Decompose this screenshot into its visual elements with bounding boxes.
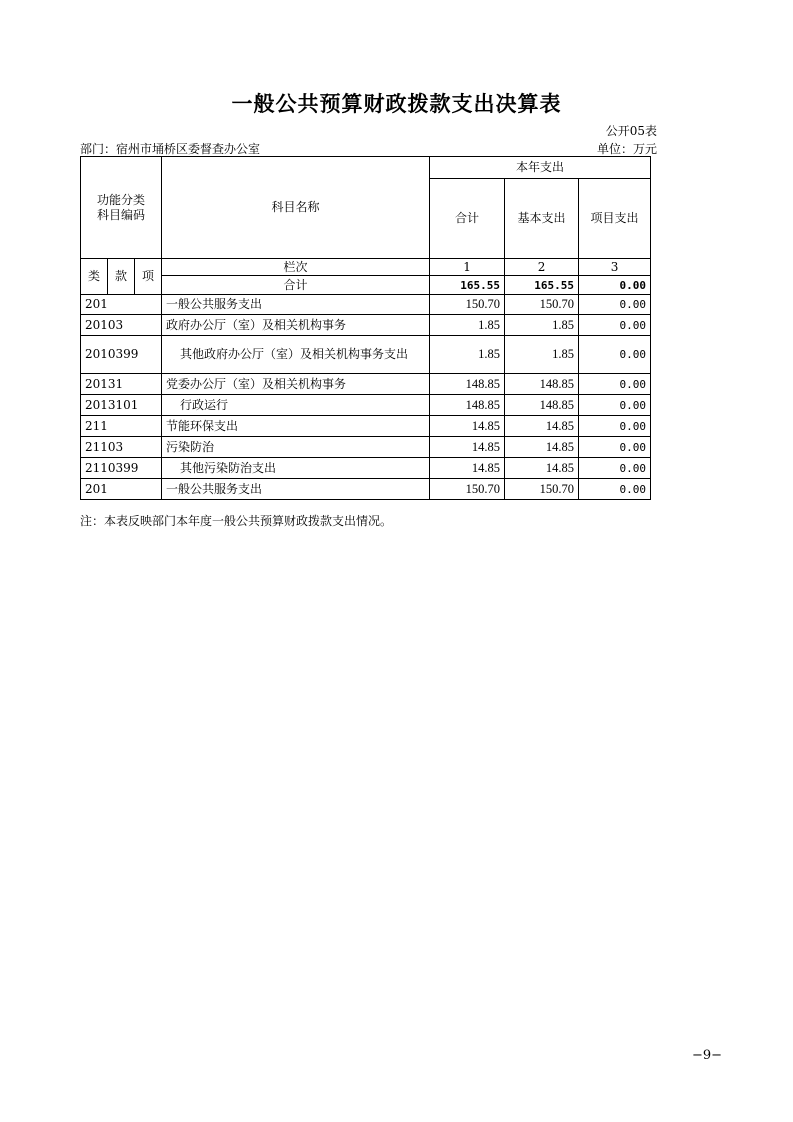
row-project: 0.00 xyxy=(579,416,651,437)
func-code-header: 功能分类科目编码 xyxy=(81,157,162,259)
row-total: 148.85 xyxy=(430,395,505,416)
row-project: 0.00 xyxy=(579,395,651,416)
row-name: 节能环保支出 xyxy=(162,416,430,437)
row-basic: 148.85 xyxy=(505,395,579,416)
row-basic: 150.70 xyxy=(505,295,579,315)
row-code: 21103 xyxy=(81,437,162,458)
row-total: 14.85 xyxy=(430,437,505,458)
row-code: 20103 xyxy=(81,315,162,336)
row-total: 1.85 xyxy=(430,336,505,374)
total-header: 合计 xyxy=(430,179,505,259)
row-total: 14.85 xyxy=(430,458,505,479)
row-code: 2010399 xyxy=(81,336,162,374)
total-row-basic: 165.55 xyxy=(505,276,579,295)
total-row-label: 合计 xyxy=(162,276,430,295)
row-basic: 14.85 xyxy=(505,437,579,458)
table-row xyxy=(81,458,651,479)
row-total: 150.70 xyxy=(430,479,505,500)
basic-header: 基本支出 xyxy=(505,179,579,259)
row-project: 0.00 xyxy=(579,374,651,395)
table-row xyxy=(81,374,651,395)
row-name: 一般公共服务支出 xyxy=(162,295,430,315)
subject-name-header: 科目名称 xyxy=(162,157,430,259)
kuan-header: 款 xyxy=(108,259,135,295)
row-total: 148.85 xyxy=(430,374,505,395)
row-total: 14.85 xyxy=(430,416,505,437)
row-basic: 1.85 xyxy=(505,315,579,336)
row-name: 一般公共服务支出 xyxy=(162,479,430,500)
unit-label: 单位：万元 xyxy=(596,142,657,156)
page-title: 一般公共预算财政拨款支出决算表 xyxy=(231,92,562,116)
col-2-label: 2 xyxy=(505,259,579,276)
row-basic: 14.85 xyxy=(505,416,579,437)
row-name: 其他政府办公厅（室）及相关机构事务支出 xyxy=(162,336,430,374)
table-row xyxy=(81,437,651,458)
row-basic: 1.85 xyxy=(505,336,579,374)
budget-table xyxy=(80,156,651,500)
table-row xyxy=(81,395,651,416)
table-row xyxy=(81,295,651,315)
row-project: 0.00 xyxy=(579,336,651,374)
row-total: 1.85 xyxy=(430,315,505,336)
total-row-project: 0.00 xyxy=(579,276,651,295)
row-project: 0.00 xyxy=(579,315,651,336)
row-name: 行政运行 xyxy=(162,395,430,416)
row-total: 150.70 xyxy=(430,295,505,315)
department-label: 部门：宿州市埇桥区委督查办公室 xyxy=(80,142,261,156)
project-header: 项目支出 xyxy=(579,179,651,259)
row-name: 其他污染防治支出 xyxy=(162,458,430,479)
row-project: 0.00 xyxy=(579,295,651,315)
row-name: 政府办公厅（室）及相关机构事务 xyxy=(162,315,430,336)
table-code: 公开05表 xyxy=(605,124,657,138)
total-row-total: 165.55 xyxy=(430,276,505,295)
col-1-label: 1 xyxy=(430,259,505,276)
row-project: 0.00 xyxy=(579,479,651,500)
column-no-label: 栏次 xyxy=(162,259,430,276)
table-row xyxy=(81,416,651,437)
row-code: 201 xyxy=(81,295,162,315)
row-code: 201 xyxy=(81,479,162,500)
row-project: 0.00 xyxy=(579,458,651,479)
page-number: −9− xyxy=(692,1048,723,1063)
table-note: 注：本表反映部门本年度一般公共预算财政拨款支出情况。 xyxy=(80,514,393,528)
row-basic: 148.85 xyxy=(505,374,579,395)
col-3-label: 3 xyxy=(579,259,651,276)
table-row xyxy=(81,315,651,336)
row-code: 2110399 xyxy=(81,458,162,479)
xiang-header: 项 xyxy=(135,259,162,295)
current-year-header: 本年支出 xyxy=(430,157,651,179)
row-code: 20131 xyxy=(81,374,162,395)
row-name: 污染防治 xyxy=(162,437,430,458)
row-code: 211 xyxy=(81,416,162,437)
row-name: 党委办公厅（室）及相关机构事务 xyxy=(162,374,430,395)
row-code: 2013101 xyxy=(81,395,162,416)
lei-header: 类 xyxy=(81,259,108,295)
table-row xyxy=(81,479,651,500)
row-basic: 150.70 xyxy=(505,479,579,500)
table-row xyxy=(81,336,651,374)
row-project: 0.00 xyxy=(579,437,651,458)
row-basic: 14.85 xyxy=(505,458,579,479)
